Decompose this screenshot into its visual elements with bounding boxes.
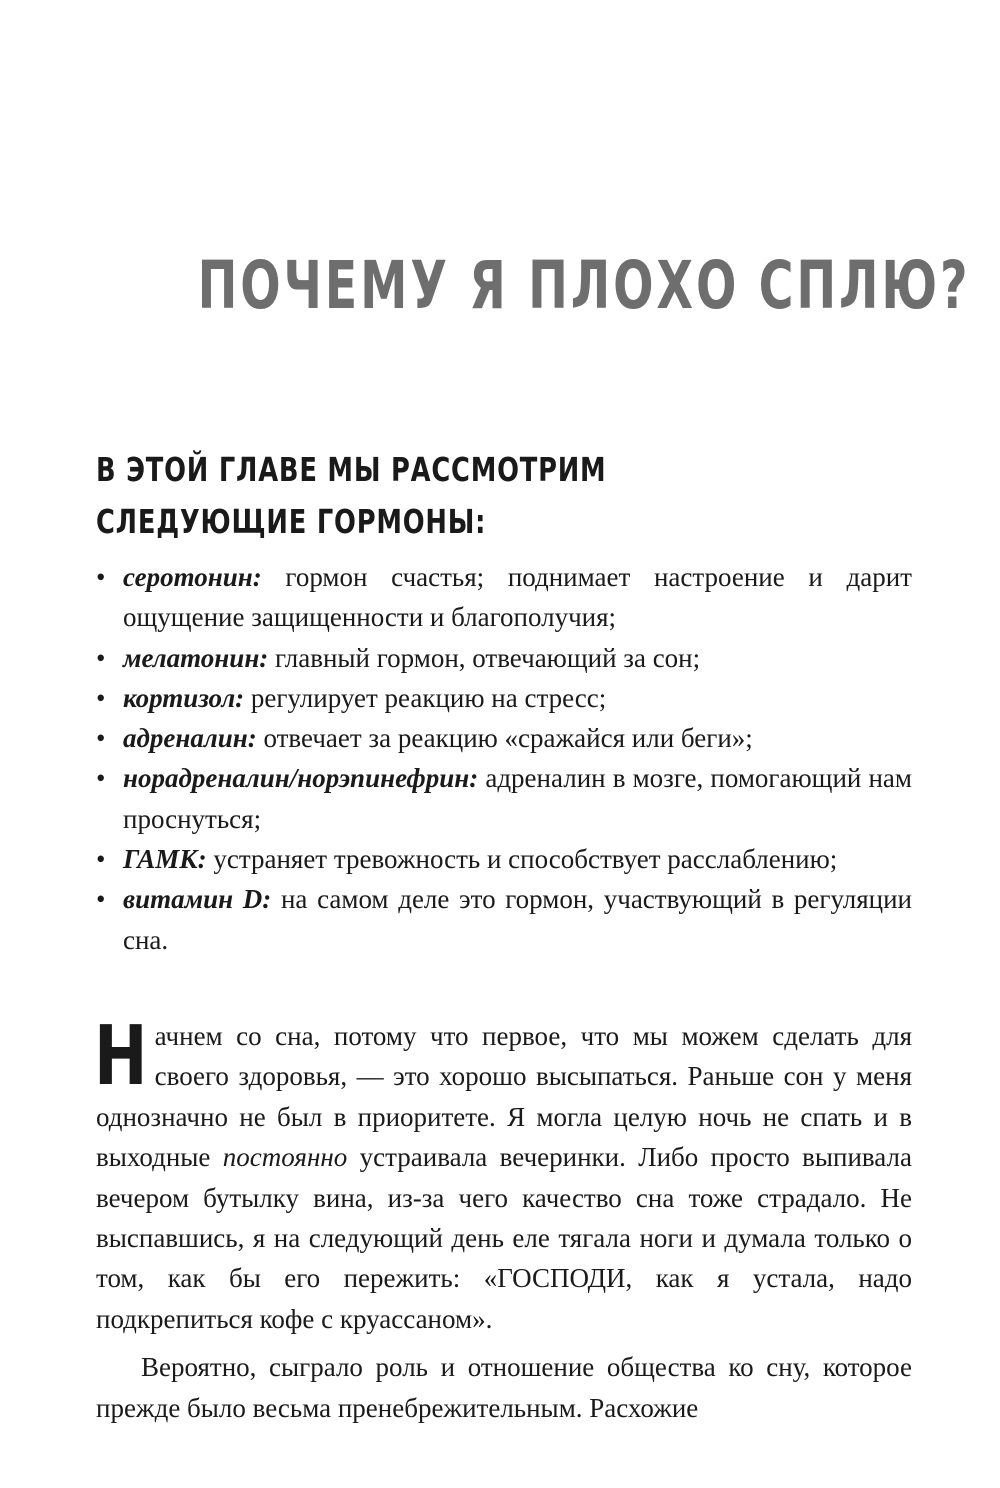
body-text [94,1009,912,1428]
hormone-description: главный гормон, отвечающий за сон; [268,642,701,673]
paragraph-1 [94,1009,912,1339]
hormone-description: адреналин в мозге, помогающий нам проснуться; [123,763,912,834]
list-item [96,718,912,758]
list-item [96,879,912,960]
hormone-term: серотонин: [123,562,262,592]
bullet-icon: • [96,723,106,754]
hormone-term: адреналин: [123,723,257,754]
bullet-icon: • [96,763,106,794]
drop-cap: Н [94,1009,148,1104]
list-item [96,678,912,718]
hormone-term: витамин D: [123,884,272,915]
hormone-term: мелатонин: [123,642,269,673]
bullet-icon: • [96,642,106,673]
list-item [96,758,912,839]
hormone-description: на самом деле это гормон, участвующий в регуляции сна. [123,884,912,955]
hormone-description: устраняет тревожность и способствует расслаблению; [206,844,838,875]
section-heading-line-2: СЛЕДУЮЩИЕ ГОРМОНЫ: [96,502,487,541]
bullet-icon: • [96,682,106,713]
hormone-term: норадреналин/норэпинефрин: [123,763,479,794]
bullet-icon: • [96,884,106,915]
list-item [96,839,912,879]
hormone-term: кортизол: [123,682,245,713]
bullet-icon: • [96,844,106,875]
bullet-icon: • [96,562,106,592]
chapter-title: ПОЧЕМУ Я ПЛОХО СПЛЮ? [197,247,971,324]
hormone-list [96,557,912,960]
paragraph-1-text-b: устраивала вечеринки. Либо просто выпивала вечером бутылку вина, из-за чего качество сна тоже страдало. Не выспавшись, я на следующий день еле тягала ноги и думала только о том, как бы его пережить: «ГОСПОДИ, как я устала, надо подкрепиться кофе с круассаном». [96,1142,912,1334]
hormone-description: отвечает за реакцию «сражайся или беги»; [256,723,753,754]
hormone-term: ГАМК: [123,844,207,875]
emphasis-word: постоянно [222,1142,348,1173]
paragraph-1-text-a: ачнем со сна, потому что первое, что мы можем сделать для своего здоровья, — это хорошо высыпаться. Раньше сон у меня однозначно не был в приоритете. Я могла целую ночь не спать и в выходные [96,1021,912,1173]
hormone-description: регулирует реакцию на стресс; [244,682,607,713]
list-item [96,557,912,638]
section-heading-line-1: В ЭТОЙ ГЛАВЕ МЫ РАССМОТРИМ [96,450,607,489]
paragraph-2: Вероятно, сыграло роль и отношение общества ко сну, которое прежде было весьма пренебрежительным. Расхожие [96,1352,912,1423]
hormone-description: гормон счастья; поднимает настроение и дарит ощущение защищенности и благополучия; [123,562,912,633]
list-item [96,638,912,678]
section-heading [96,444,606,548]
